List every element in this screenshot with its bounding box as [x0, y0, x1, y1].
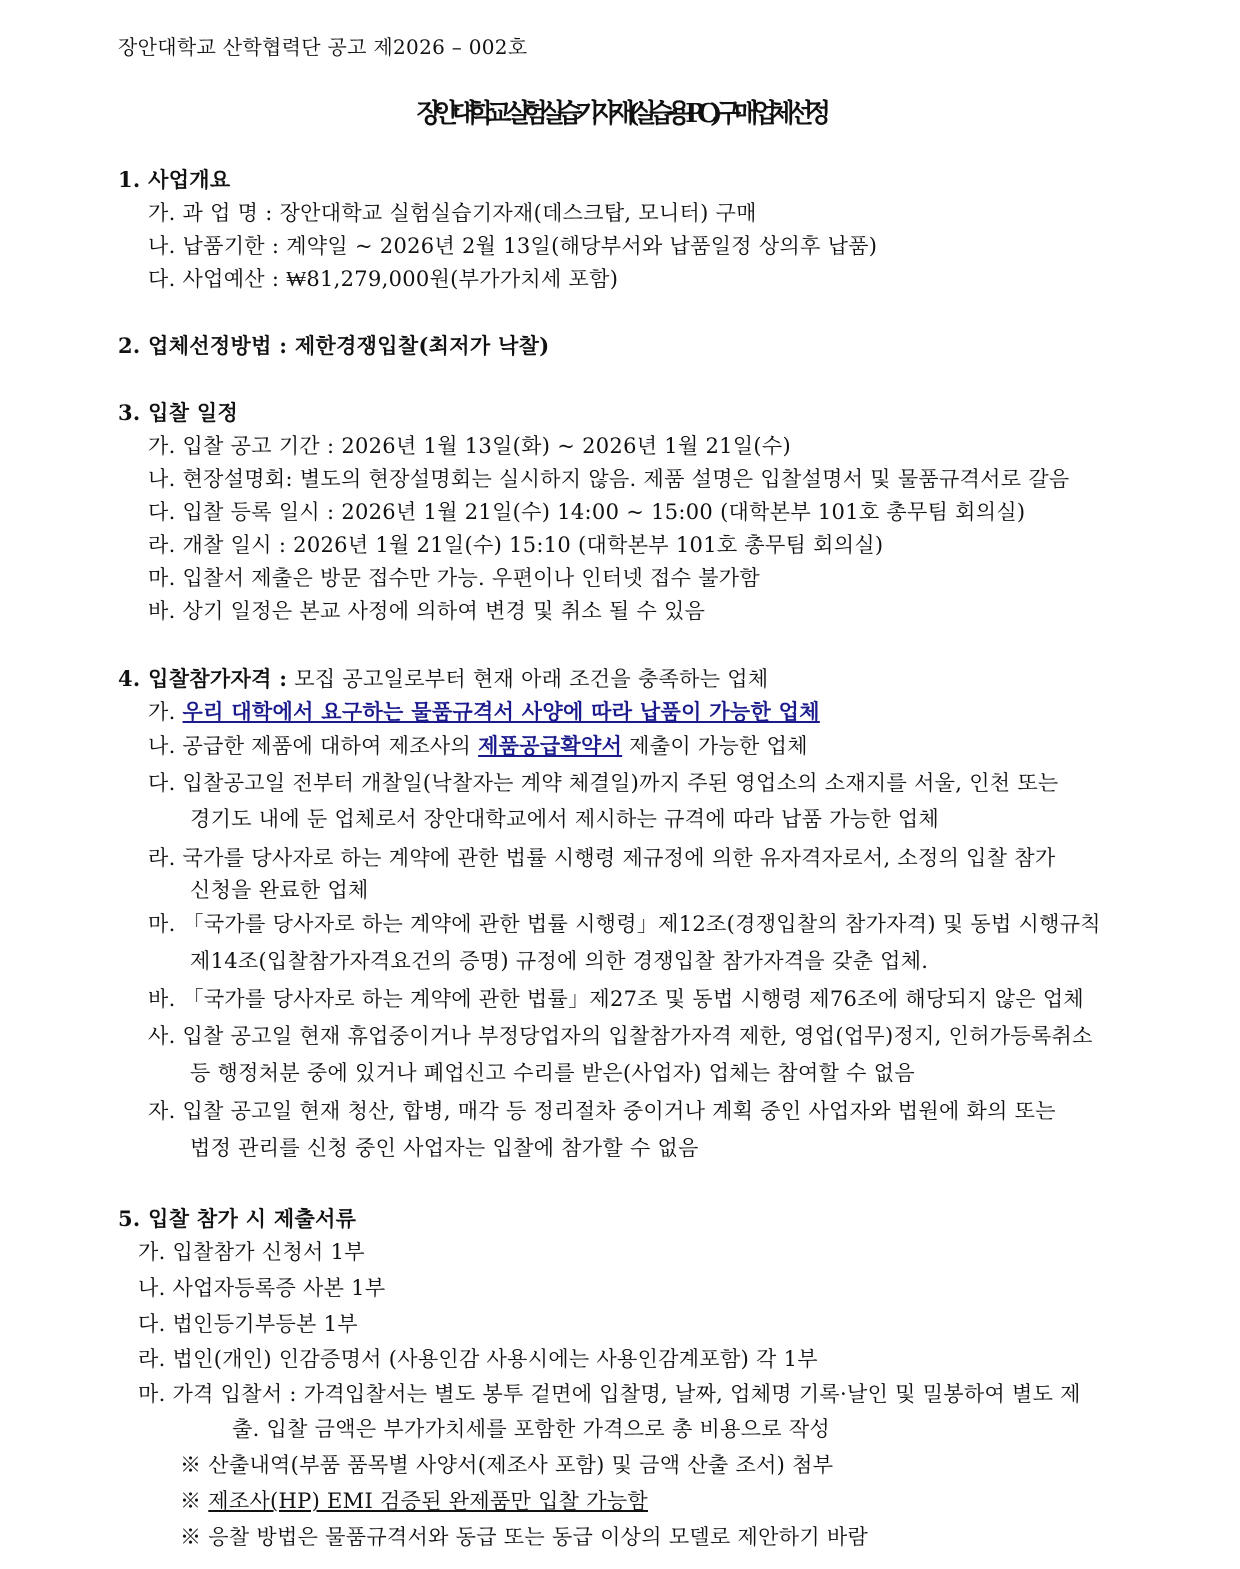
section4-item-sa-line1: 사. 입찰 공고일 현재 휴업중이거나 부정당업자의 입찰참가자격 제한, 영업(업무)정지, 인허가등록취소 — [148, 1024, 1093, 1048]
section5-item: 가. 입찰참가 신청서 1부 — [138, 1240, 365, 1264]
section1-heading: 1. 사업개요 — [118, 167, 231, 192]
requirement-link[interactable]: 우리 대학에서 요구하는 물품규격서 사양에 따라 납품이 가능한 업체 — [182, 699, 820, 724]
section3-item: 라. 개찰 일시 : 2026년 1월 21일(수) 15:10 (대학본부 101호 총무팀 회의실) — [148, 533, 884, 557]
section2-heading: 2. 업체선정방법 : 제한경쟁입찰(최저가 낙찰) — [118, 333, 550, 358]
section4-item-ga — [148, 699, 820, 725]
section5-item-ma-line2: 출. 입찰 금액은 부가가치세를 포함한 가격으로 총 비용으로 작성 — [232, 1417, 831, 1441]
section1-item: 가. 과 업 명 : 장안대학교 실험실습기자재(데스크탑, 모니터) 구매 — [148, 201, 757, 225]
section4-item-ra-line2: 신청을 완료한 업체 — [190, 878, 369, 902]
note-text-underlined: 제조사(HP) EMI 검증된 완제품만 입찰 가능함 — [208, 1489, 649, 1513]
page-title: 장안대학교 실험실습기자재(실습용 PC) 구매 업체 선정 — [416, 99, 824, 129]
section3-item: 바. 상기 일정은 본교 사정에 의하여 변경 및 취소 될 수 있음 — [148, 599, 706, 623]
section3-item: 가. 입찰 공고 기간 : 2026년 1월 13일(화) ~ 2026년 1월 21일(수) — [148, 434, 791, 458]
item-prefix: 가. — [148, 700, 183, 724]
section4-item-sa-line2: 등 행정처분 중에 있거나 폐업신고 수리를 받은(사업자) 업체는 참여할 수 없음 — [190, 1061, 915, 1085]
section3-item: 마. 입찰서 제출은 방문 접수만 가능. 우편이나 인터넷 접수 불가함 — [148, 566, 760, 590]
note-text: 응찰 방법은 물품규격서와 동급 또는 동급 이상의 모델로 제안하기 바람 — [208, 1525, 869, 1549]
section5-item: 다. 법인등기부등본 1부 — [138, 1312, 358, 1336]
section3-item: 나. 현장설명회: 별도의 현장설명회는 실시하지 않음. 제품 설명은 입찰설명서 및 물품규격서로 갈음 — [148, 467, 1070, 491]
section4-item-ra-line1: 라. 국가를 당사자로 하는 계약에 관한 법률 시행령 제규정에 의한 유자격자로서, 소정의 입찰 참가 — [148, 846, 1056, 870]
note-mark: ※ — [180, 1525, 209, 1549]
section4-item-da-line1: 다. 입찰공고일 전부터 개찰일(낙찰자는 계약 체결일)까지 주된 영업소의 소재지를 서울, 인천 또는 — [148, 771, 1059, 795]
note-line — [180, 1452, 833, 1478]
item-suffix: 제출이 가능한 업체 — [622, 734, 808, 758]
section4-heading-rest: 모집 공고일로부터 현재 아래 조건을 충족하는 업체 — [287, 667, 769, 691]
section4-item-ba: 바. 「국가를 당사자로 하는 계약에 관한 법률」제27조 및 동법 시행령 제76조에 해당되지 않은 업체 — [148, 987, 1084, 1011]
note-line — [180, 1524, 868, 1550]
section4-item-ma-line1: 마. 「국가를 당사자로 하는 계약에 관한 법률 시행령」제12조(경쟁입찰의 참가자격) 및 동법 시행규칙 — [148, 912, 1101, 936]
section4-item-ja-line1: 자. 입찰 공고일 현재 청산, 합병, 매각 등 정리절차 중이거나 계획 중인 사업자와 법원에 화의 또는 — [148, 1099, 1056, 1123]
section3-heading: 3. 입찰 일정 — [118, 400, 239, 425]
section5-heading: 5. 입찰 참가 시 제출서류 — [118, 1206, 357, 1231]
note-text: 산출내역(부품 품목별 사양서(제조사 포함) 및 금액 산출 조서) 첨부 — [208, 1453, 834, 1477]
section1-item: 나. 납품기한 : 계약일 ~ 2026년 2월 13일(해당부서와 납품일정 상의후 납품) — [148, 234, 878, 258]
section4-item-na — [148, 733, 808, 759]
section3-item: 다. 입찰 등록 일시 : 2026년 1월 21일(수) 14:00 ~ 15:00 (대학본부 101호 총무팀 회의실) — [148, 500, 1026, 524]
section5-item-ma-line1: 마. 가격 입찰서 : 가격입찰서는 별도 봉투 겉면에 입찰명, 날짜, 업체명 기록·날인 및 밀봉하여 별도 제 — [138, 1382, 1081, 1406]
note-mark: ※ — [180, 1453, 209, 1477]
section4-item-ma-line2: 제14조(입찰참가자격요건의 증명) 규정에 의한 경쟁입찰 참가자격을 갖춘 업체. — [190, 949, 929, 973]
note-mark: ※ — [180, 1489, 209, 1513]
supply-confirmation-link[interactable]: 제품공급확약서 — [478, 733, 623, 758]
section4-item-ja-line2: 법정 관리를 신청 중인 사업자는 입찰에 참가할 수 없음 — [190, 1136, 699, 1160]
section4-heading-line — [118, 666, 768, 692]
section5-item: 라. 법인(개인) 인감증명서 (사용인감 사용시에는 사용인감계포함) 각 1부 — [138, 1347, 818, 1371]
section4-item-da-line2: 경기도 내에 둔 업체로서 장안대학교에서 제시하는 규격에 따라 납품 가능한 업체 — [190, 807, 940, 831]
section4-heading: 4. 입찰참가자격 : — [118, 666, 288, 691]
item-prefix: 나. 공급한 제품에 대하여 제조사의 — [148, 734, 479, 758]
section5-item: 나. 사업자등록증 사본 1부 — [138, 1276, 386, 1300]
note-line — [180, 1488, 648, 1514]
section1-item: 다. 사업예산 : ₩81,279,000원(부가가치세 포함) — [148, 267, 619, 291]
notice-number: 장안대학교 산학협력단 공고 제2026 – 002호 — [118, 35, 528, 59]
